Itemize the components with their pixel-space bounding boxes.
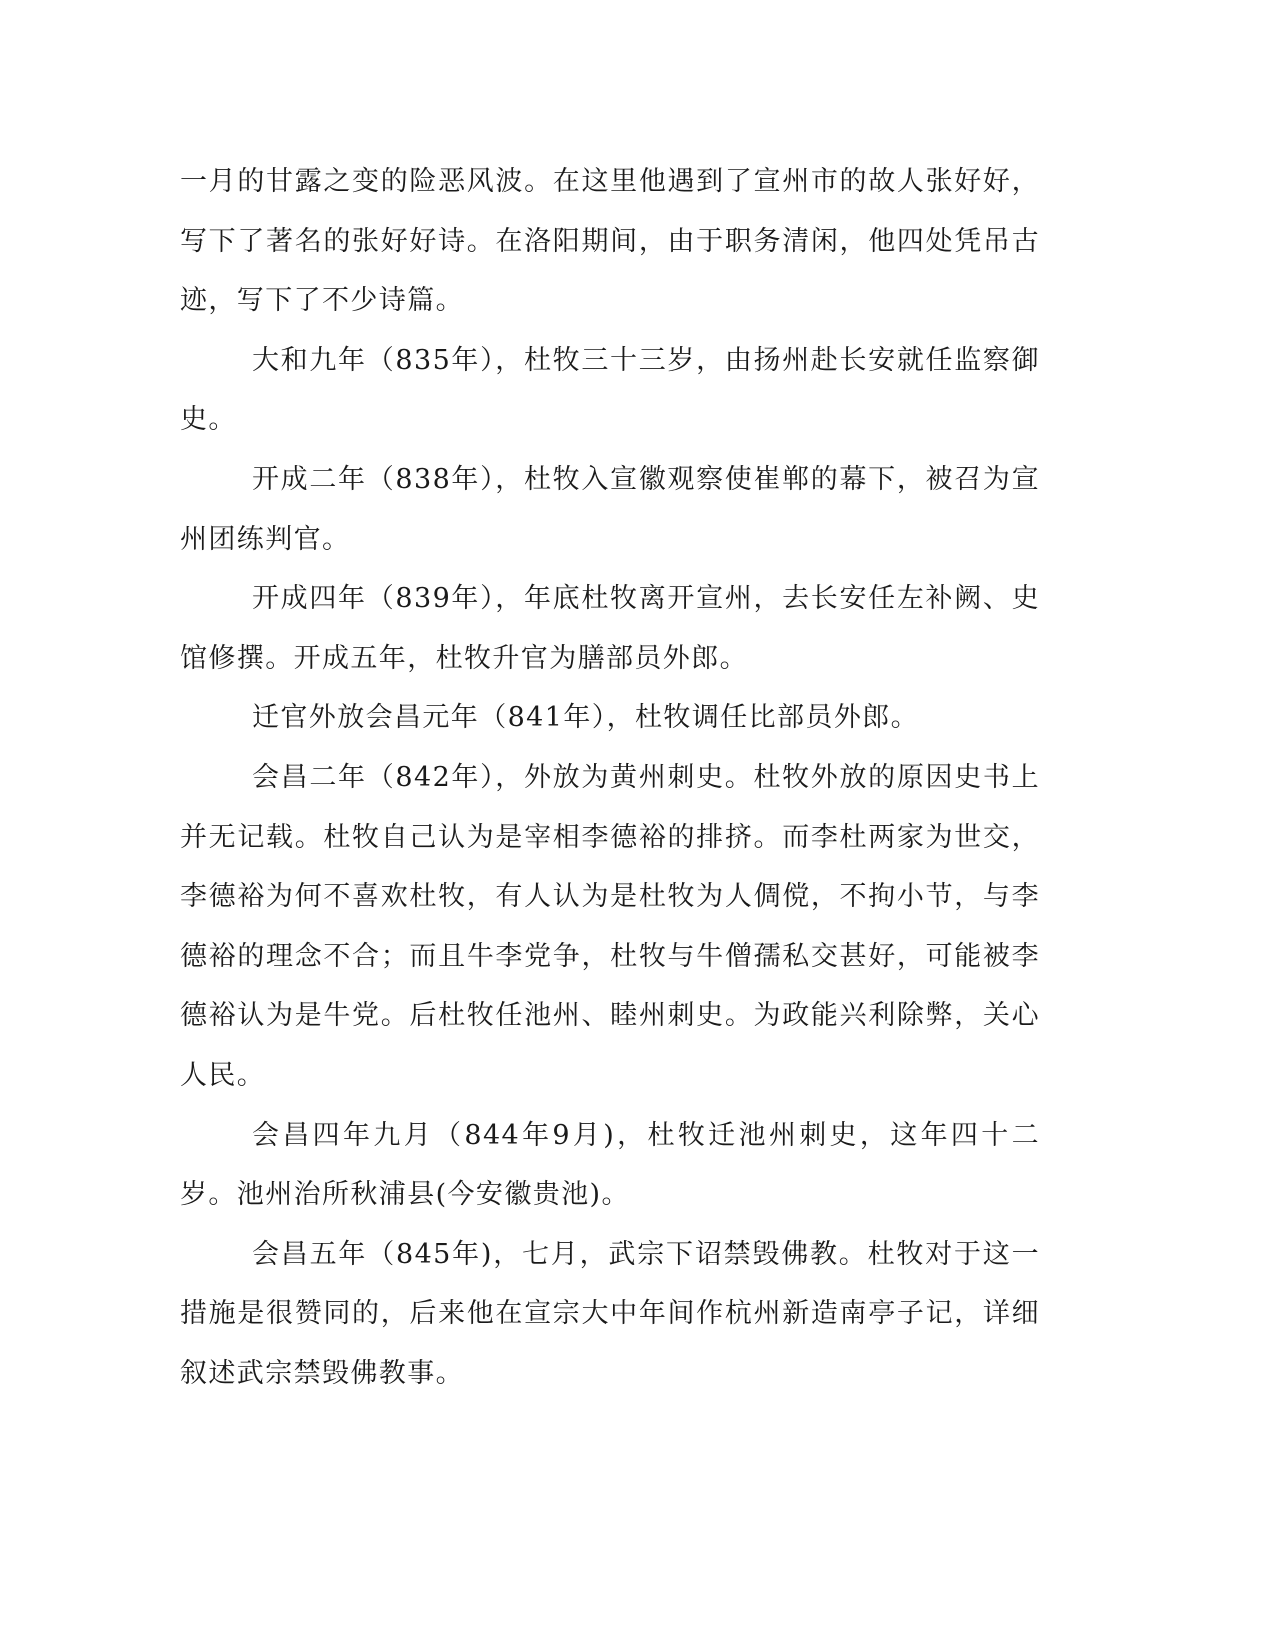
- paragraph-huichang-2: 会昌二年（842年），外放为黄州刺史。杜牧外放的原因史书上并无记载。杜牧自己认为是宰相李德裕的排挤。而李杜两家为世交，李德裕为何不喜欢杜牧，有人认为是杜牧为人倜傥，不拘小节，与李德裕的理念不合；而且牛李党争，杜牧与牛僧孺私交甚好，可能被李德裕认为是牛党。后杜牧任池州、睦州刺史。为政能兴利除弊，关心人民。: [180, 761, 1040, 1091]
- paragraph-kaicheng-2: 开成二年（838年），杜牧入宣徽观察使崔郸的幕下，被召为宣州团练判官。: [180, 463, 1040, 555]
- paragraph-huichang-4: 会昌四年九月（844年9月)，杜牧迁池州刺史，这年四十二岁。池州治所秋浦县(今安徽贵池)。: [180, 1119, 1040, 1211]
- paragraph-continuation: 一月的甘露之变的险恶风波。在这里他遇到了宣州市的故人张好好，写下了著名的张好好诗。在洛阳期间，由于职务清闲，他四处凭吊古迹，写下了不少诗篇。: [180, 166, 1040, 317]
- paragraph-dahe-9: 大和九年（835年），杜牧三十三岁，由扬州赴长安就任监察御史。: [180, 344, 1040, 436]
- paragraph-huichang-5: 会昌五年（845年)，七月，武宗下诏禁毁佛教。杜牧对于这一措施是很赞同的，后来他在宣宗大中年间作杭州新造南亭子记，详细叙述武宗禁毁佛教事。: [180, 1238, 1040, 1389]
- paragraph-kaicheng-4: 开成四年（839年），年底杜牧离开宣州，去长安任左补阙、史馆修撰。开成五年，杜牧升官为膳部员外郎。: [180, 583, 1040, 674]
- paragraph-huichang-1: 迁官外放会昌元年（841年），杜牧调任比部员外郎。: [252, 702, 920, 734]
- document-body: [180, 152, 1040, 1403]
